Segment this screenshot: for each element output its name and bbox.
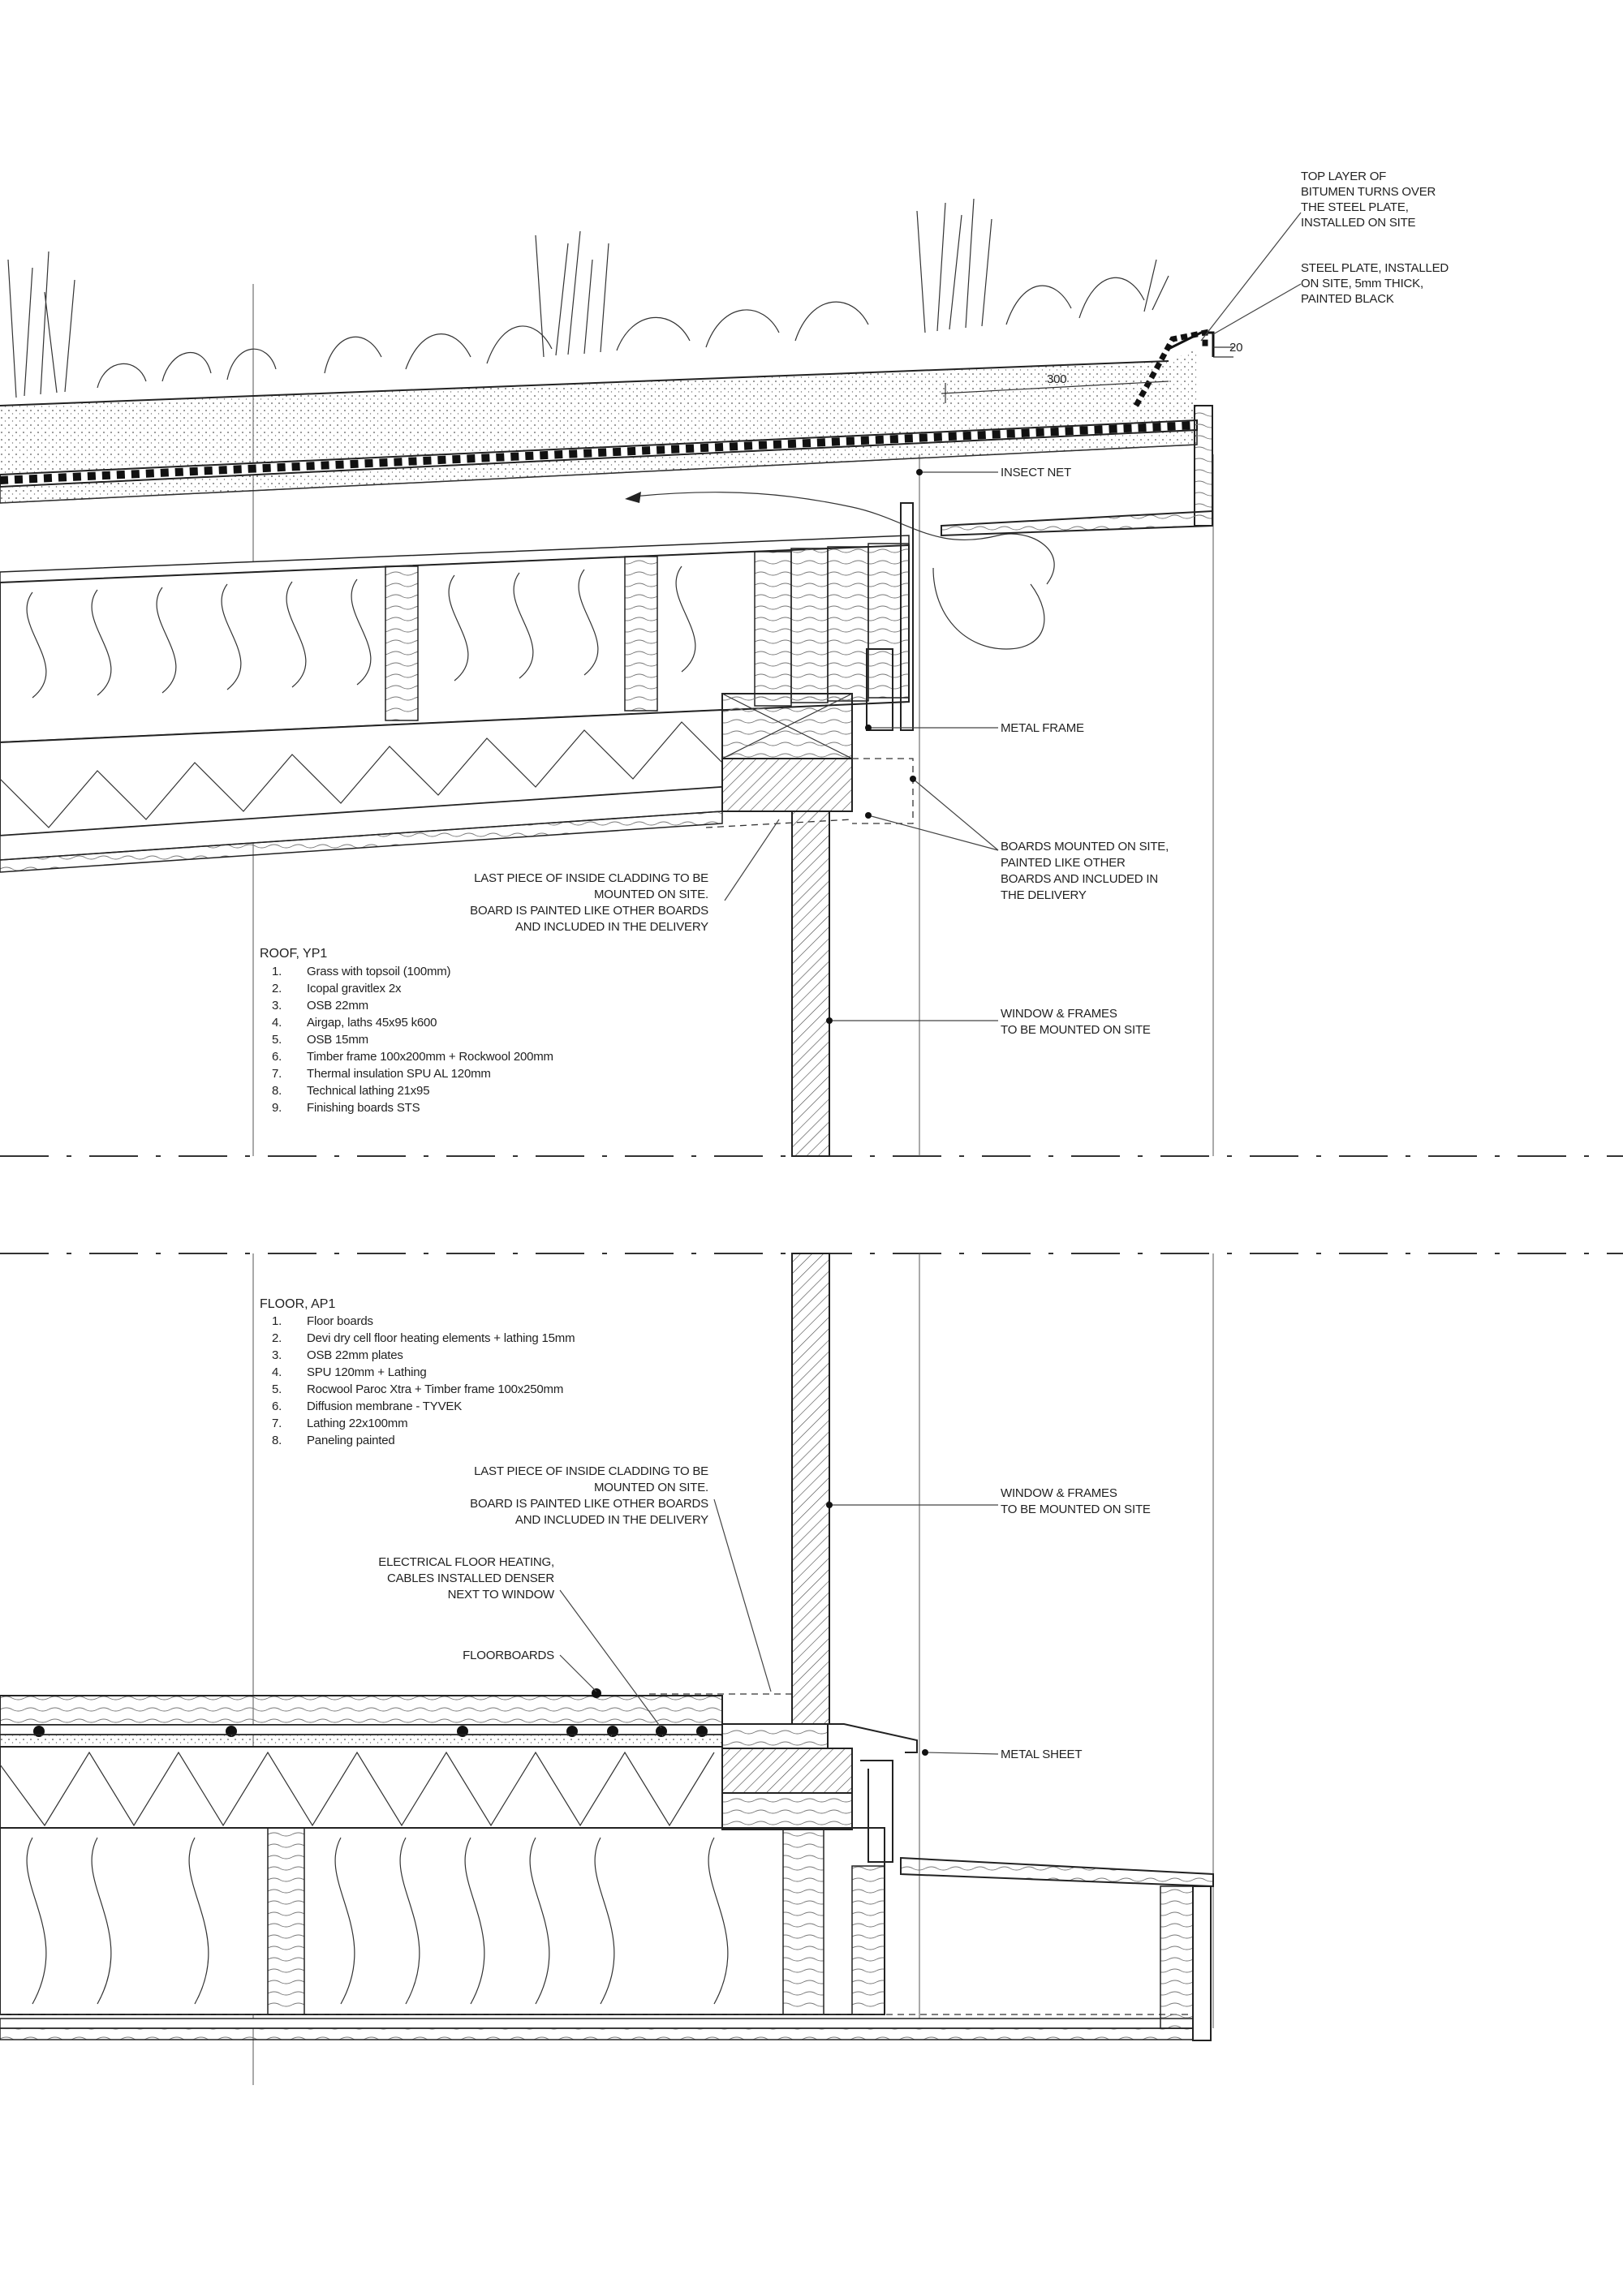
roof-spec-item-number: 8.: [272, 1084, 282, 1098]
roof-window-note-1: WINDOW & FRAMES: [1001, 1007, 1117, 1021]
floor-spec-item-text: OSB 22mm plates: [307, 1348, 403, 1362]
floor-cladding-note-4: AND INCLUDED IN THE DELIVERY: [514, 1513, 708, 1527]
floor-spec-item-text: Lathing 22x100mm: [307, 1417, 408, 1430]
roof-spec-item-text: Grass with topsoil (100mm): [307, 965, 451, 978]
roof-spec-item-number: 2.: [272, 982, 282, 995]
roof-spec-item-text: OSB 22mm: [307, 999, 368, 1013]
floor-spec-item-number: 5.: [272, 1382, 282, 1396]
heating-note-1: ELECTRICAL FLOOR HEATING,: [378, 1555, 554, 1569]
steel-plate-note-2: ON SITE, 5mm THICK,: [1301, 277, 1423, 290]
roof-spec-item-text: Technical lathing 21x95: [307, 1084, 430, 1098]
floor-spec: [260, 1297, 575, 1447]
steel-plate-note-3: PAINTED BLACK: [1301, 292, 1394, 306]
floor-cladding-note-2: MOUNTED ON SITE.: [594, 1481, 708, 1494]
floor-spec-item-text: Diffusion membrane - TYVEK: [307, 1400, 462, 1413]
boards-note-4: THE DELIVERY: [1001, 888, 1087, 902]
roof-spec-item-text: Timber frame 100x200mm + Rockwool 200mm: [307, 1050, 553, 1064]
steel-plate-note-1: STEEL PLATE, INSTALLED: [1301, 261, 1449, 275]
roof-spec-item-text: Icopal gravitlex 2x: [307, 982, 402, 995]
metal-frame-label: METAL FRAME: [1001, 721, 1084, 735]
roof-spec-item-text: OSB 15mm: [307, 1033, 368, 1047]
floor-section: [0, 1253, 1213, 2040]
roof-cladding-note-1: LAST PIECE OF INSIDE CLADDING TO BE: [474, 871, 708, 885]
floor-spec-item-number: 7.: [272, 1417, 282, 1430]
floor-spec-item-number: 3.: [272, 1348, 282, 1362]
floor-spec-item-text: Rocwool Paroc Xtra + Timber frame 100x250mm: [307, 1382, 564, 1396]
roof-spec-item-text: Airgap, laths 45x95 k600: [307, 1016, 437, 1030]
roof-spec-title: ROOF, YP1: [260, 947, 328, 961]
metal-sheet-label: METAL SHEET: [1001, 1748, 1083, 1761]
floor-spec-item-text: Paneling painted: [307, 1434, 395, 1447]
roof-cladding-note-4: AND INCLUDED IN THE DELIVERY: [514, 920, 708, 934]
floor-spec-item-text: SPU 120mm + Lathing: [307, 1365, 427, 1379]
floor-spec-item-text: Floor boards: [307, 1314, 373, 1328]
break-lines: [0, 1156, 1623, 1253]
floor-spec-title: FLOOR, AP1: [260, 1297, 336, 1311]
heating-note-3: NEXT TO WINDOW: [447, 1588, 554, 1602]
bitumen-note-1: TOP LAYER OF: [1301, 170, 1387, 183]
roof-spec-item-number: 4.: [272, 1016, 282, 1030]
roof-window-note-2: TO BE MOUNTED ON SITE: [1001, 1023, 1151, 1037]
roof-cladding-note-3: BOARD IS PAINTED LIKE OTHER BOARDS: [470, 904, 708, 918]
floor-window-note-1: WINDOW & FRAMES: [1001, 1486, 1117, 1500]
roof-spec-item-text: Thermal insulation SPU AL 120mm: [307, 1067, 491, 1081]
roof-spec: [260, 947, 553, 1115]
floor-spec-item-number: 2.: [272, 1331, 282, 1345]
floor-cladding-note-3: BOARD IS PAINTED LIKE OTHER BOARDS: [470, 1497, 708, 1511]
bitumen-note-3: THE STEEL PLATE,: [1301, 200, 1409, 214]
dimension-20: 20: [1229, 341, 1243, 355]
floor-spec-item-number: 8.: [272, 1434, 282, 1447]
roof-cladding-note-2: MOUNTED ON SITE.: [594, 888, 708, 901]
heating-note-2: CABLES INSTALLED DENSER: [386, 1572, 554, 1585]
floor-window-note-2: TO BE MOUNTED ON SITE: [1001, 1503, 1151, 1516]
roof-spec-item-number: 5.: [272, 1033, 282, 1047]
floor-cladding-note-1: LAST PIECE OF INSIDE CLADDING TO BE: [474, 1464, 708, 1478]
floor-spec-item-number: 4.: [272, 1365, 282, 1379]
roof-spec-item-text: Finishing boards STS: [307, 1101, 420, 1115]
roof-spec-item-number: 9.: [272, 1101, 282, 1115]
floor-spec-item-number: 6.: [272, 1400, 282, 1413]
bitumen-note-4: INSTALLED ON SITE: [1301, 216, 1416, 230]
floor-spec-item-number: 1.: [272, 1314, 282, 1328]
roof-spec-item-number: 3.: [272, 999, 282, 1013]
floor-spec-item-text: Devi dry cell floor heating elements + lathing 15mm: [307, 1331, 575, 1345]
insect-net-label: INSECT NET: [1001, 466, 1071, 479]
floorboards-label: FLOORBOARDS: [463, 1649, 554, 1662]
boards-note-2: PAINTED LIKE OTHER: [1001, 856, 1126, 870]
boards-note-3: BOARDS AND INCLUDED IN: [1001, 872, 1158, 886]
roof-spec-item-number: 7.: [272, 1067, 282, 1081]
bitumen-note-2: BITUMEN TURNS OVER: [1301, 185, 1436, 199]
boards-note-1: BOARDS MOUNTED ON SITE,: [1001, 840, 1169, 853]
roof-spec-item-number: 1.: [272, 965, 282, 978]
dimension-300: 300: [1047, 372, 1067, 386]
roof-spec-item-number: 6.: [272, 1050, 282, 1064]
